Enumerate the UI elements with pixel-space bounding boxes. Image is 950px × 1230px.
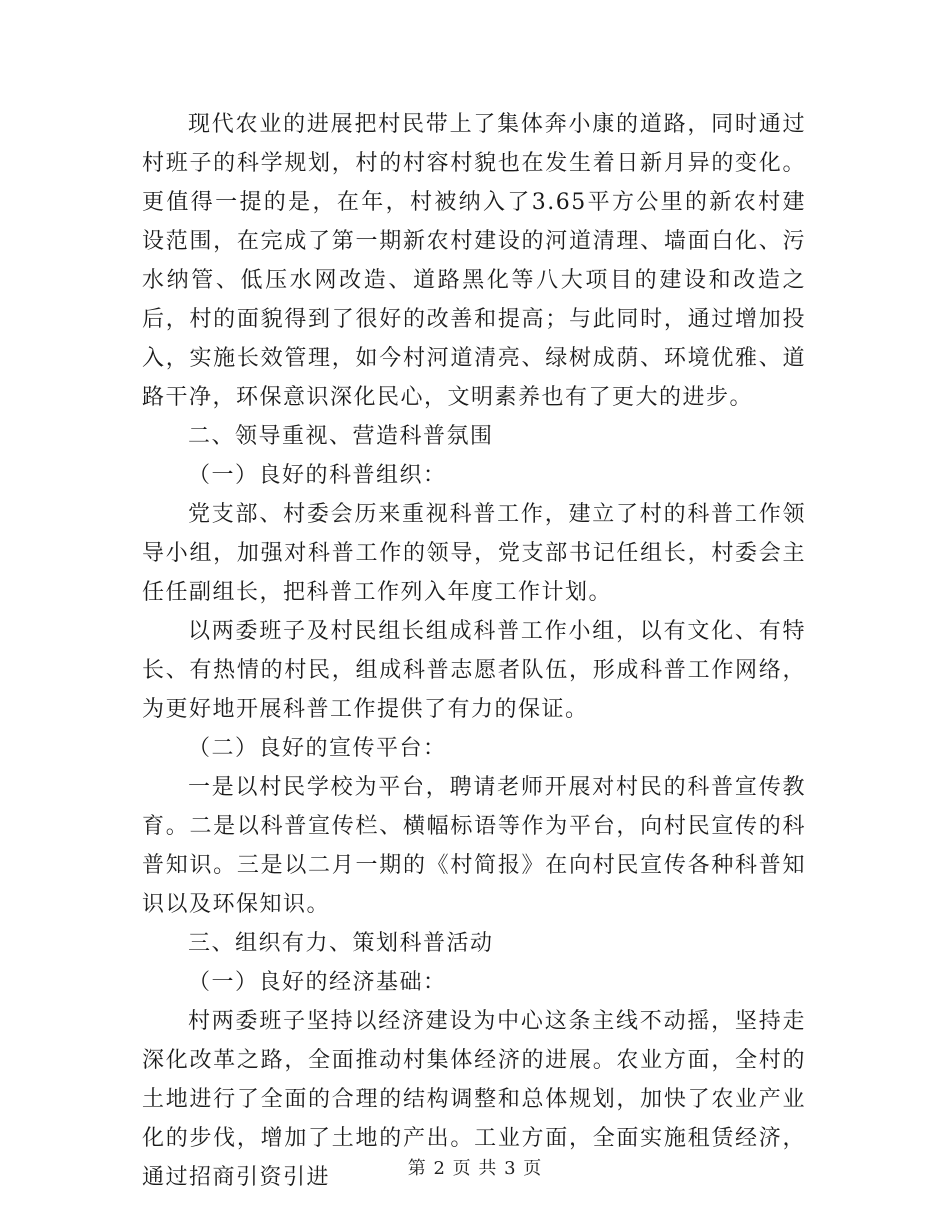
subheading-economic-base: （一）良好的经济基础： bbox=[188, 970, 447, 995]
paragraph-publicity-methods: 一是以村民学校为平台，聘请老师开展对村民的科普宣传教育。二是以科普宣传栏、横幅标语等作为平台，向村民宣传的科普知识。三是以二月一期的《村简报》在向村民宣传各种科普知识以及环保知识。 bbox=[142, 775, 806, 917]
subheading-publicity-platform: （二）良好的宣传平台： bbox=[188, 736, 447, 761]
section-heading-2: 二、领导重视、营造科普氛围 bbox=[188, 424, 494, 449]
section-heading-3: 三、组织有力、策划科普活动 bbox=[188, 931, 494, 956]
paragraph-village-development: 现代农业的进展把村民带上了集体奔小康的道路，同时通过村班子的科学规划，村的村容村貌也在发生着日新月异的变化。更值得一提的是，在年，村被纳入了3.65平方公里的新农村建设范围，在完成了第一期新农村建设的河道清理、墙面白化、污水纳管、低压水网改造、道路黑化等八大项目的建设和改造之后，村的面貌得到了很好的改善和提高；与此同时，通过增加投入，实施长效管理，如今村河道清亮、绿树成荫、环境优雅、道路干净，环保意识深化民心，文明素养也有了更大的进步。 bbox=[142, 112, 806, 410]
paragraph-leadership-group: 党支部、村委会历来重视科普工作，建立了村的科普工作领导小组，加强对科普工作的领导，党支部书记任组长，村委会主任任副组长，把科普工作列入年度工作计划。 bbox=[142, 502, 806, 605]
document-body bbox=[142, 105, 806, 1197]
paragraph-volunteer-team: 以两委班子及村民组长组成科普工作小组，以有文化、有特长、有热情的村民，组成科普志愿者队伍，形成科普工作网络，为更好地开展科普工作提供了有力的保证。 bbox=[142, 619, 806, 722]
paragraph-economic-development: 村两委班子坚持以经济建设为中心这条主线不动摇，坚持走深化改革之路，全面推动村集体经济的进展。农业方面，全村的土地进行了全面的合理的结构调整和总体规划，加快了农业产业化的步伐，增加了土地的产出。工业方面，全面实施租赁经济，通过招商引资引进 bbox=[142, 1009, 806, 1190]
subheading-organization: （一）良好的科普组织： bbox=[188, 463, 447, 488]
page-number-footer: 第 2 页 共 3 页 bbox=[407, 1158, 543, 1179]
